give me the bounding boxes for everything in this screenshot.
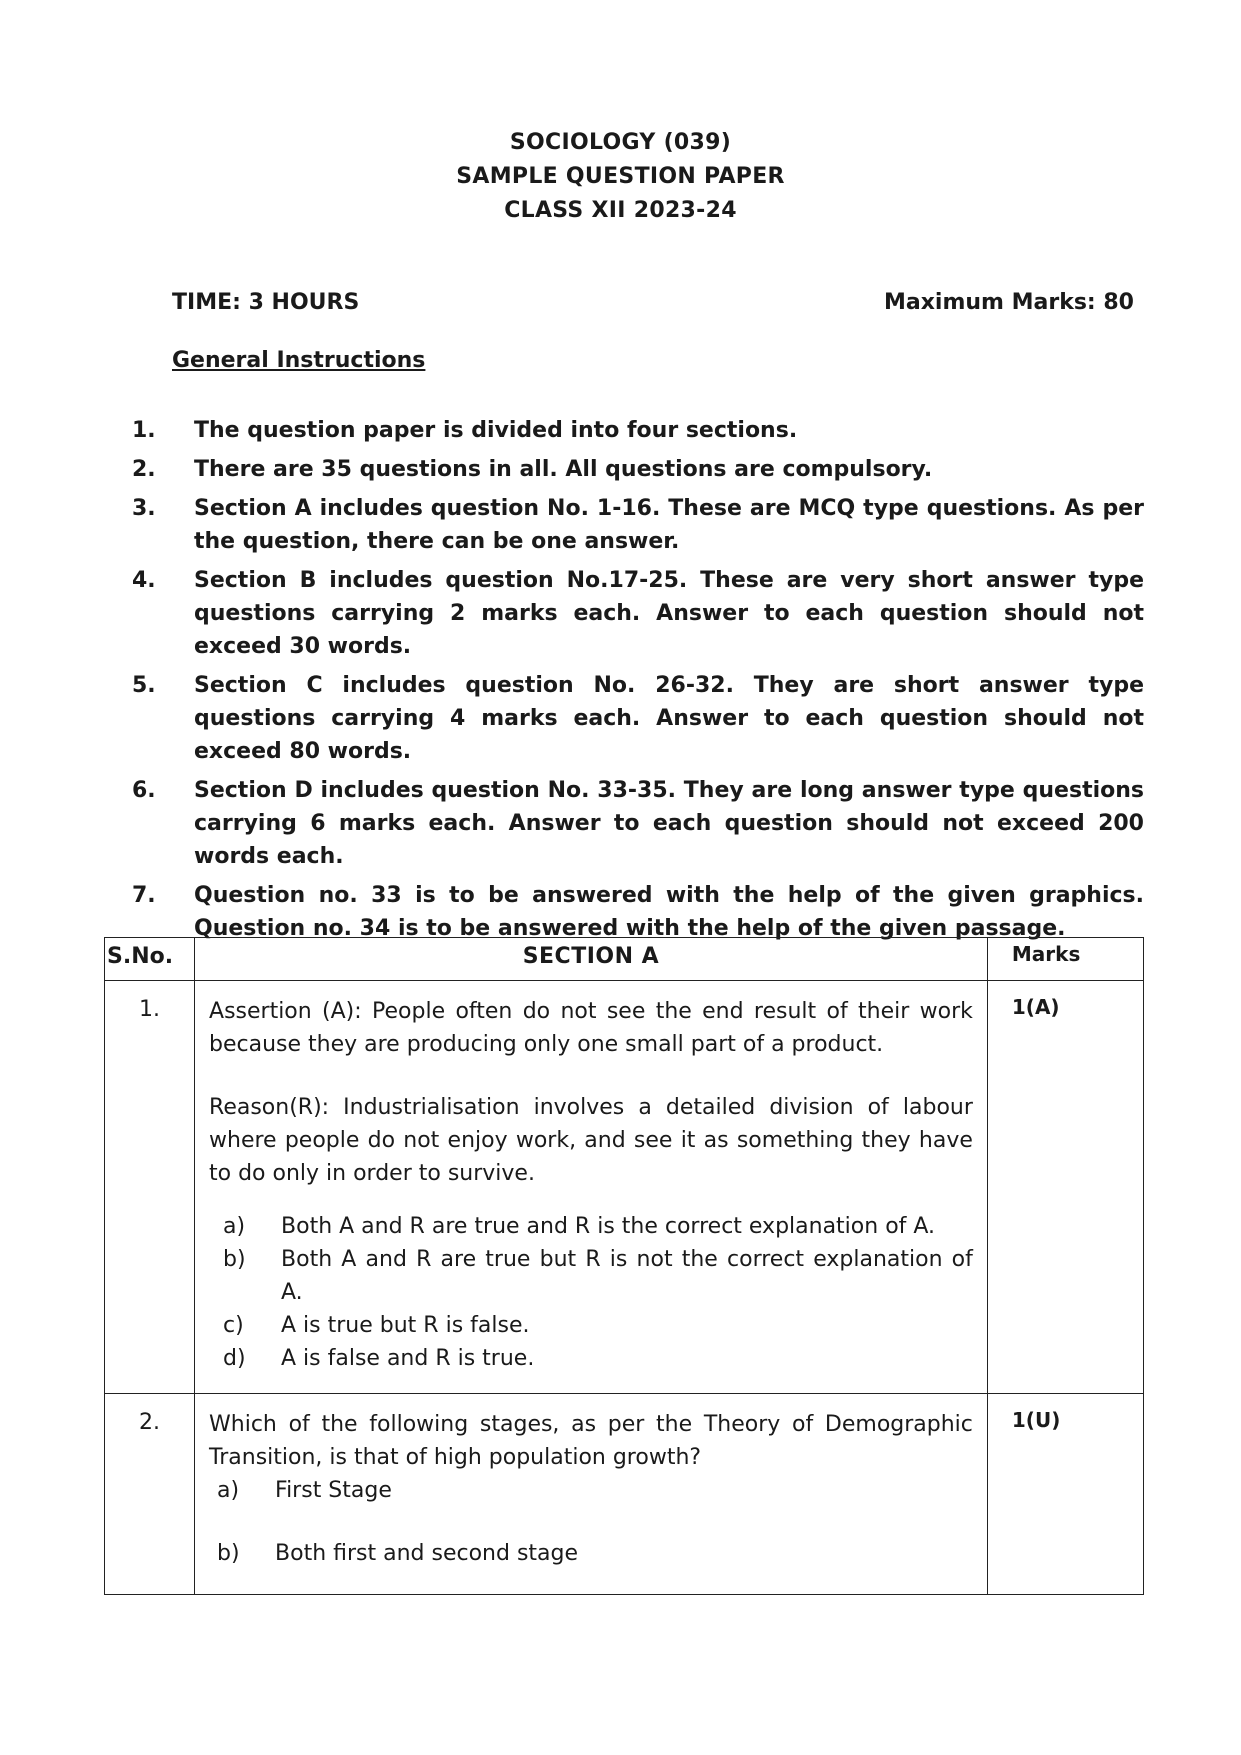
header-marks: Marks [987, 938, 1143, 981]
question-number: 1. [105, 981, 195, 1394]
class-title: CLASS XII 2023-24 [504, 198, 737, 223]
paper-type-title: SAMPLE QUESTION PAPER [456, 164, 785, 189]
instruction-item [132, 774, 1144, 873]
question-text: Which of the following stages, as per the Theory of Demographic Transition, is that of high population growth? [209, 1412, 973, 1470]
option-text: Both A and R are true but R is not the correct explanation of A. [281, 1247, 973, 1305]
instruction-text: There are 35 questions in all. All questions are compulsory. [194, 457, 933, 482]
instruction-item [132, 414, 1144, 447]
instruction-text: The question paper is divided into four sections. [194, 418, 798, 443]
instructions-list [132, 414, 1144, 951]
option-text: A is false and R is true. [281, 1346, 535, 1371]
question-number: 2. [105, 1394, 195, 1595]
options-list [209, 1474, 973, 1570]
instruction-number: 3. [132, 496, 156, 521]
option-item [223, 1309, 973, 1342]
option-text: First Stage [275, 1478, 392, 1503]
option-item [217, 1537, 973, 1570]
question-marks: 1(U) [987, 1394, 1143, 1595]
instruction-text: Section B includes question No.17-25. These are very short answer type questions carrying 2 marks each. Answer to each question should not exceed 30 words. [194, 568, 1144, 659]
section-a-table [104, 937, 1144, 1595]
max-marks-label: Maximum Marks: 80 [883, 290, 1134, 315]
option-letter: a) [217, 1478, 240, 1503]
option-item [223, 1243, 973, 1309]
option-text: Both A and R are true and R is the correct explanation of A. [281, 1214, 936, 1239]
instruction-text: Question no. 33 is to be answered with the help of the given graphics. Question no. 34 is to be answered with the help of the given passage. [194, 883, 1144, 941]
instruction-item [132, 492, 1144, 558]
subject-title: SOCIOLOGY (039) [509, 130, 732, 155]
assertion-text: Assertion (A): People often do not see the end result of their work because they are producing only one small part of a product. [209, 999, 973, 1057]
instruction-number: 2. [132, 457, 156, 482]
option-text: A is true but R is false. [281, 1313, 530, 1338]
option-letter: a) [223, 1214, 246, 1239]
instruction-text: Section C includes question No. 26-32. They are short answer type questions carrying 4 marks each. Answer to each question should not exceed 80 words. [194, 673, 1144, 764]
instruction-number: 1. [132, 418, 156, 443]
option-letter: d) [223, 1346, 246, 1371]
instruction-item [132, 669, 1144, 768]
instruction-number: 6. [132, 778, 156, 803]
option-letter: c) [223, 1313, 244, 1338]
table-header-row [105, 938, 1144, 981]
option-item [223, 1210, 973, 1243]
general-instructions-heading: General Instructions [172, 348, 426, 373]
question-content [195, 981, 988, 1394]
header-section: SECTION A [195, 938, 988, 981]
table-row [105, 1394, 1144, 1595]
option-text: Both first and second stage [275, 1541, 579, 1566]
instruction-item [132, 453, 1144, 486]
instruction-item [132, 879, 1144, 945]
option-letter: b) [217, 1541, 240, 1566]
options-list [209, 1210, 973, 1375]
time-label: TIME: 3 HOURS [172, 290, 360, 315]
instruction-number: 7. [132, 883, 156, 908]
instruction-number: 4. [132, 568, 156, 593]
option-letter: b) [223, 1247, 246, 1272]
header-sno: S.No. [105, 938, 195, 981]
instruction-item [132, 564, 1144, 663]
instruction-text: Section A includes question No. 1-16. These are MCQ type questions. As per the question, there can be one answer. [194, 496, 1144, 554]
option-item [217, 1474, 973, 1507]
option-item [223, 1342, 973, 1375]
paper-title [0, 126, 1241, 228]
question-marks: 1(A) [987, 981, 1143, 1394]
table-row [105, 981, 1144, 1394]
question-content [195, 1394, 988, 1595]
reason-text: Reason(R): Industrialisation involves a detailed division of labour where people do not enjoy work, and see it as something they have to do only in order to survive. [209, 1095, 973, 1186]
instruction-number: 5. [132, 673, 156, 698]
instruction-text: Section D includes question No. 33-35. They are long answer type questions carrying 6 marks each. Answer to each question should not exceed 200 words each. [194, 778, 1144, 869]
